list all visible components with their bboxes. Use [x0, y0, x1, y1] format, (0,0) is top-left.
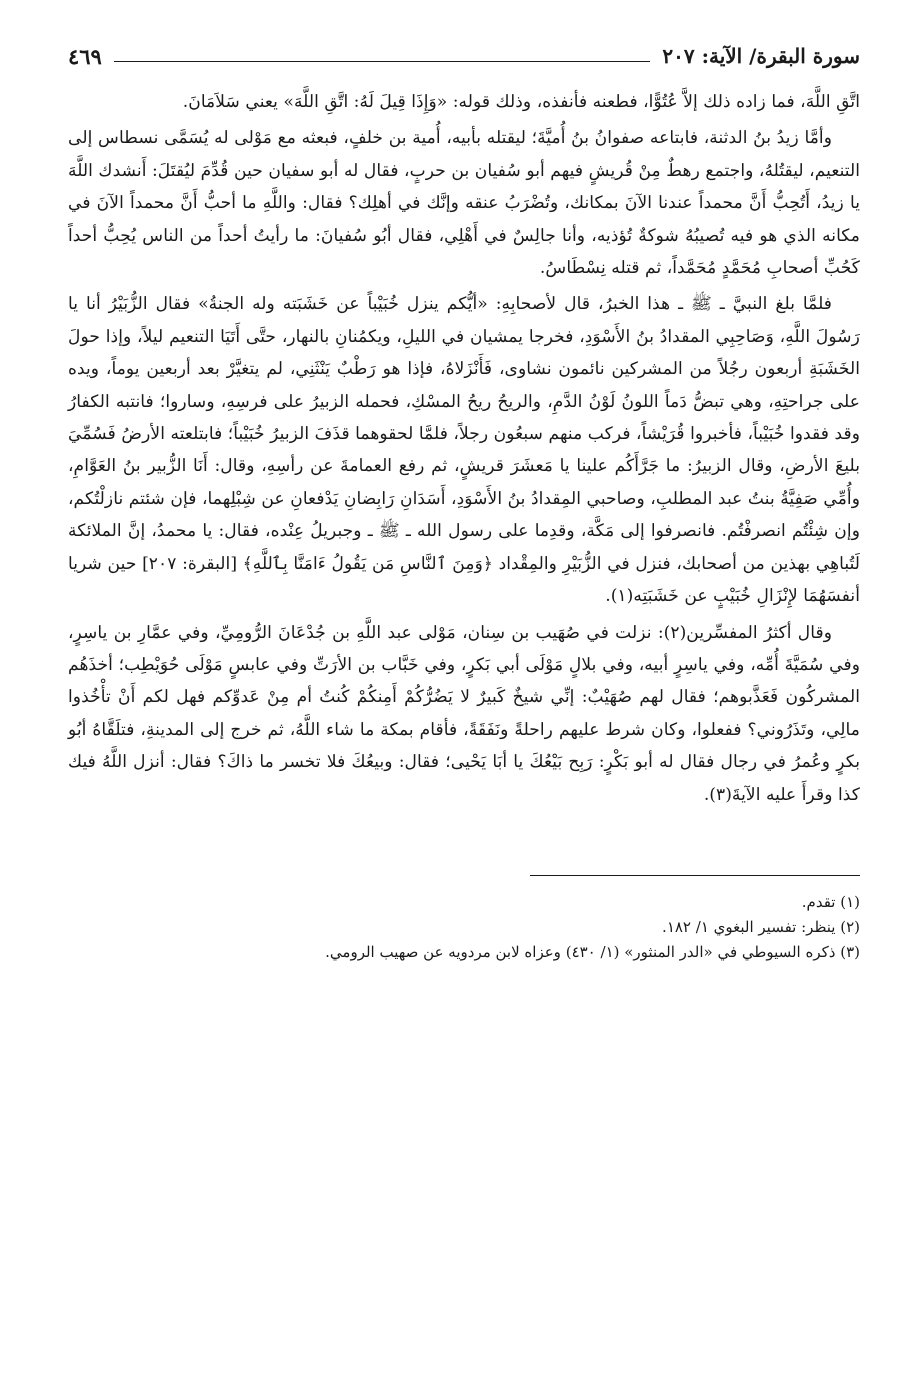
header-rule [114, 61, 651, 62]
footnote-separator [530, 875, 860, 876]
paragraph: اتَّقِ اللَّهَ، فما زاده ذلك إلاَّ عُتُوًّا، فطعنه فأنفذه، وذلك قوله: «وَإِذَا قِيلَ لَهُ: اتَّقِ اللَّهَ» يعني سَلاَمَانَ. [182, 92, 860, 112]
paragraph: وأمَّا زيدُ بنُ الدثنة، فابتاعه صفوانُ بنُ أُميَّةَ؛ ليقتله بأبيه، أُمية بن خلفٍ، فبعثه مع مَوْلى له يُسَمَّى نسطاس إلى التنعيم، ليقتُلهُ، واجتمع رهطٌ مِنْ قُريشٍ فيهم أبو سُفيان بن حربٍ، فقال له أبو سفيان حين قُدِّمَ ليُقتَلَ: أَنشدك اللَّهَ يا زيدُ، أَتُحِبُّ أَنَّ محمداً عندنا الآنَ بمكانك، وتُضْرَبُ عنقه وإنَّك في أهلِك؟ فقال: واللَّهِ ما أحبُّ أَنَّ محمداً الآنَ في مكانه الذي هو فيه تُصيبُهُ شوكةٌ تُؤذيه، وأنا جالِسٌ في أَهْلِي، فقال أبُو سُفيانَ: ما رأيتُ أحداً من الناس يُحِبُّ أحداً كَحُبِّ أصحابِ مُحَمَّدٍ مُحَمَّداً، ثم قتله نِسْطَاسُ. [68, 128, 860, 279]
paragraph: فلمَّا بلغ النبيَّ ـ ﷺ ـ هذا الخبرُ، قال لأصحابِهِ: «أيُّكم ينزل خُبَيْباً عن خَشَبَته وله الجنةُ» فقال الزُّبَيْرُ أنا يا رَسُولَ اللَّهِ، وَصَاحِبِي المقدادُ بنُ الأَسْوَدِ، فخرجا يمشيان في الليلِ، ويكمُنانِ بالنهار، حتَّى أَتَيَا التنعيم ليلاً، وإذا حولَ الخَشَبَةِ أربعون رجُلاً من المشركين نائمون نشاوى، فَأَنْزَلاهُ، فإذا هو رَطْبٌ يَنْثَنِي، لم يتغيَّرْ بعد أربعين يوماً، ويده على جراحتِهِ، وهي تبضُّ دَماً اللونُ لَوْنُ الدَّمِ، والريحُ ريحُ المسْكِ، فحمله الزبيرُ على فرسِهِ، وساروا؛ فانتبه الكفارُ وقد فقدوا خُبَيْباً، فأخبروا قُرَيْشاً، فركب منهم سبعُون رجلاً، فلمَّا لحقوهما قذَفَ الزبيرُ خُبَيْباً؛ فابتلعته الأرضُ فَسُمِّيَ بليعَ الأرضِ، وقال الزبيرُ: ما جَرَّأَكُم علينا يا مَعشَرَ قريشٍ، ثم رفع العمامةَ عن رأسِهِ، وقال: أَنَا الزُّبير بنُ العَوَّامِ، وأُمِّي صَفِيَّةُ بنتُ عبد المطلبِ، وصاحبي المِقدادُ بنُ الأَسْوَدِ، أَسَدَانِ رَابِضانِ يَدْفعانِ عن شِبْلِهما، فإن شئتم نازلْتُكم، وإن شِئْتُم انصرفْتُم. فانصرفوا إلى مَكَّة، وقدِما على رسول الله ـ ﷺ ـ وجبريلُ عِنْده، فقال: يا محمدُ، إنَّ الملائكة لَتُباهِي بهذين من أصحابك، فنزل في الزُّبَيْرِ والمِقْداد ﴿وَمِنَ ٱلنَّاسِ مَن يَقُولُ ءَامَنَّا بِٱللَّهِ﴾ [البقرة: ٢٠٧] حين شريا أنفسَهُمَا لإِنْزَالِ خُبَيْبٍ عن خَشَبَتِه(١). [68, 294, 860, 607]
footnote: (١) تقدم. [801, 892, 860, 911]
footnote: (٣) ذكره السيوطي في «الدر المنثور» (١/ ٤٣٠) وعزاه لابن مردويه عن صهيب الرومي. [325, 942, 860, 961]
running-header [68, 38, 860, 74]
footnotes [68, 875, 860, 965]
paragraph: وقال أكثرُ المفسِّرين(٢): نزلت في صُهَيب بن سِنان، مَوْلى عبد اللَّهِ بن جُدْعَانَ الرُّومِيِّ، وفي عمَّارِ بن ياسِرٍ، وفي سُمَيَّةَ أُمِّه، وفي ياسِرٍ أبيه، وفي بلالٍ مَوْلَى أبي بَكرٍ، وفي خَبَّاب بن الأرَتِّ وفي عابسٍ مَوْلَى حُوَيْطِب؛ أخذَهُم المشركُون فَعَذَّبوهم؛ فقال لهم صُهَيْبٌ: إنِّي شيخٌ كَبيرٌ لا يَضُرُّكُمْ أَمِنكُمْ كُنتُ أم مِنْ عَدوِّكم فهل لكم أَنْ تأْخُذوا مالِي، وتَذَرُوني؟ ففعلوا، وكان شرط عليهم راحلةً ونَفَقَةً، فأقام بمكة ما شاء اللَّهُ، ثم خرج إلى المدينةِ، فتلَقَّاهُ أبُو بكرٍ وعُمرُ في رجال فقال له أبو بَكْرٍ: رَبِح بَيْعُكَ يا أبَا يَحْيى؛ فقال: وبيعُكَ فلا تخسر ما ذاكَ؟ فقال: أنزل اللَّهُ فيك كذا وقرأَ عليه الآيةَ(٣). [68, 622, 860, 805]
page [68, 38, 860, 965]
main-text [68, 86, 860, 811]
surah-title: سورة البقرة/ الآية: ٢٠٧ [662, 44, 860, 68]
page-number: ٤٦٩ [68, 43, 102, 69]
footnote: (٢) ينظر: تفسير البغوي ١/ ١٨٢. [662, 917, 860, 936]
